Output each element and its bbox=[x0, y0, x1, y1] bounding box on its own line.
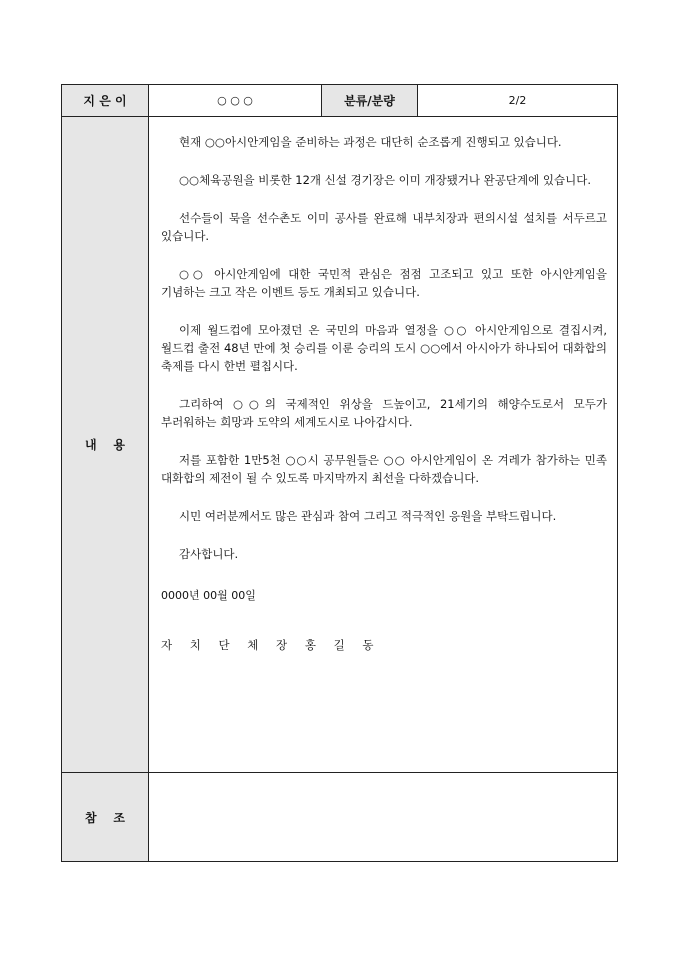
content-label: 내 용 bbox=[62, 117, 149, 773]
paragraph: 그리하여 ○○의 국제적인 위상을 드높이고, 21세기의 해양수도로서 모두가 부러워하는 희망과 도약의 세계도시로 나아갑시다. bbox=[161, 397, 607, 429]
paragraph: 현재 ○○아시안게임을 준비하는 과정은 대단히 순조롭게 진행되고 있습니다. bbox=[179, 135, 562, 149]
paragraph: 감사합니다. bbox=[179, 547, 239, 561]
paragraph: ○○체육공원을 비롯한 12개 신설 경기장은 이미 개장됐거나 완공단계에 있습니다. bbox=[179, 173, 591, 187]
paragraph: 시민 여러분께서도 많은 관심과 참여 그리고 적극적인 응원을 부탁드립니다. bbox=[179, 509, 557, 523]
paragraph: 이제 월드컵에 모아졌던 온 국민의 마음과 열정을 ○○ 아시안게임으로 결집시켜, 월드컵 출전 48년 만에 첫 승리를 이룬 승리의 도시 ○○에서 아시아가 하나되어 대화합의 축제를 다시 한번 펼칩시다. bbox=[161, 323, 607, 373]
signer-line: 자 치 단 체 장 홍 길 동 bbox=[161, 638, 381, 652]
category-value: 2/2 bbox=[418, 85, 618, 117]
paragraph: 저를 포함한 1만5천 ○○시 공무원들은 ○○ 아시안게임이 온 겨레가 참가하는 민족 대화합의 제전이 될 수 있도록 마지막까지 최선을 다하겠습니다. bbox=[161, 453, 607, 485]
reference-value bbox=[149, 773, 618, 862]
content-row bbox=[62, 117, 618, 773]
paragraph: 선수들이 묵을 선수촌도 이미 공사를 완료해 내부치장과 편의시설 설치를 서두르고 있습니다. bbox=[161, 211, 607, 243]
author-label: 지 은 이 bbox=[62, 85, 149, 117]
author-value: ○ ○ ○ bbox=[149, 85, 322, 117]
category-label: 분류/분량 bbox=[322, 85, 418, 117]
date-line: 0000년 00월 00일 bbox=[161, 589, 256, 602]
content-body bbox=[149, 117, 618, 773]
document-form bbox=[61, 84, 618, 862]
reference-label: 참 조 bbox=[62, 773, 149, 862]
reference-row bbox=[62, 773, 618, 862]
paragraph: ○○ 아시안게임에 대한 국민적 관심은 점점 고조되고 있고 또한 아시안게임을 기념하는 크고 작은 이벤트 등도 개최되고 있습니다. bbox=[161, 267, 607, 299]
header-row bbox=[62, 85, 618, 117]
